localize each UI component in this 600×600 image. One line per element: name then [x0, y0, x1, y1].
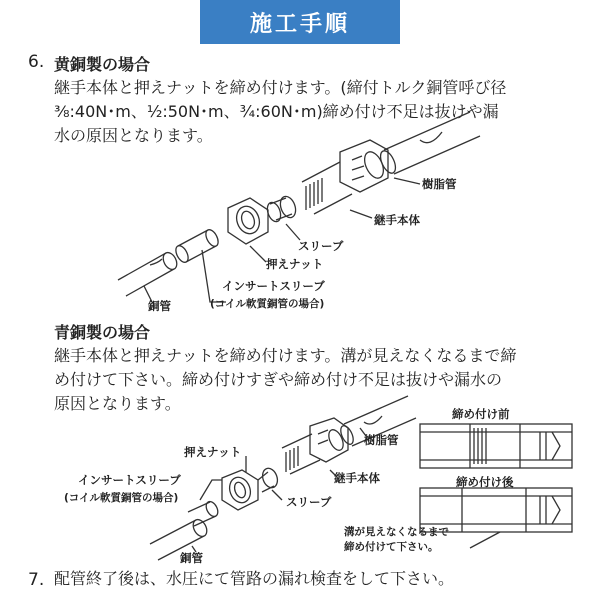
brass-label-fitting-body: 継手本体	[374, 213, 420, 227]
bronze-heading: 青銅製の場合	[54, 323, 151, 342]
bronze-label-fitting-body: 継手本体	[334, 471, 380, 485]
leader-brass-body	[350, 210, 372, 218]
bronze-sleeve-shape	[258, 466, 280, 492]
brass-resin-pipe-shape	[377, 112, 480, 175]
brass-label-nut: 押えナット	[266, 257, 324, 271]
brass-line-2: ⅜:40N･m、½:50N･m、¾:60N･m)締め付け不足は抜けや漏	[54, 102, 499, 121]
leader-brass-nut	[250, 246, 266, 262]
brass-label-copper-pipe: 銅管	[148, 299, 171, 313]
leader-brass-insert	[202, 250, 226, 302]
brass-fitting-body-shape	[302, 140, 388, 214]
brass-label-resin-pipe: 樹脂管	[422, 177, 457, 191]
bronze-label-copper-pipe: 銅管	[180, 551, 203, 565]
bronze-label-before: 締め付け前	[452, 407, 510, 421]
bronze-line-1: 継手本体と押えナットを締め付けます。溝が見えなくなるまで締	[54, 346, 517, 365]
brass-diagram	[118, 112, 480, 302]
bronze-nut-shape	[222, 470, 258, 510]
bronze-line-2: め付けて下さい。締め付けすぎや締め付け不足は抜けや漏水の	[54, 370, 503, 389]
step-7-text: 配管終了後は、水圧にて管路の漏れ検査をして下さい。	[54, 569, 455, 588]
brass-line-3: 水の原因となります。	[54, 126, 213, 145]
leader-groove-note	[470, 532, 500, 548]
bronze-line-3: 原因となります。	[54, 394, 181, 413]
bronze-label-resin-pipe: 樹脂管	[364, 433, 399, 447]
brass-label-sleeve: スリーブ	[298, 239, 344, 253]
step-6-number: 6.	[28, 52, 45, 72]
step-7-number: 7.	[28, 570, 45, 590]
brass-heading: 黄銅製の場合	[54, 55, 151, 74]
bronze-label-after: 締め付け後	[456, 475, 514, 489]
bronze-groove-note-line-2: 締め付けて下さい。	[344, 541, 439, 553]
before-tightening-figure	[420, 424, 572, 468]
bronze-groove-note-line-1: 溝が見えなくなるまで	[344, 526, 449, 538]
bronze-label-insert-sleeve: インサートスリーブ	[78, 473, 181, 487]
brass-sleeve-shape	[265, 194, 298, 223]
bronze-label-insert-note: (コイル軟質銅管の場合)	[64, 492, 179, 504]
brass-nut-shape	[228, 198, 268, 244]
bronze-fitting-body-shape	[282, 418, 348, 474]
bronze-label-sleeve: スリーブ	[286, 495, 332, 509]
brass-insert-sleeve-shape	[173, 228, 220, 265]
brass-line-1: 継手本体と押えナットを締め付けます。(締付トルク銅管呼び径	[54, 78, 507, 97]
bronze-label-nut: 押えナット	[184, 445, 242, 459]
page-title: 施工手順	[249, 11, 350, 37]
brass-label-insert-sleeve: インサートスリーブ	[222, 279, 325, 293]
brass-copper-pipe-shape	[118, 250, 180, 296]
leader-bronze-insert	[200, 480, 222, 500]
bronze-instructions	[54, 344, 516, 416]
brass-label-insert-note: (コイル軟質銅管の場合)	[210, 298, 325, 310]
leader-brass-resin	[394, 178, 420, 184]
leader-bronze-sleeve	[272, 490, 282, 500]
